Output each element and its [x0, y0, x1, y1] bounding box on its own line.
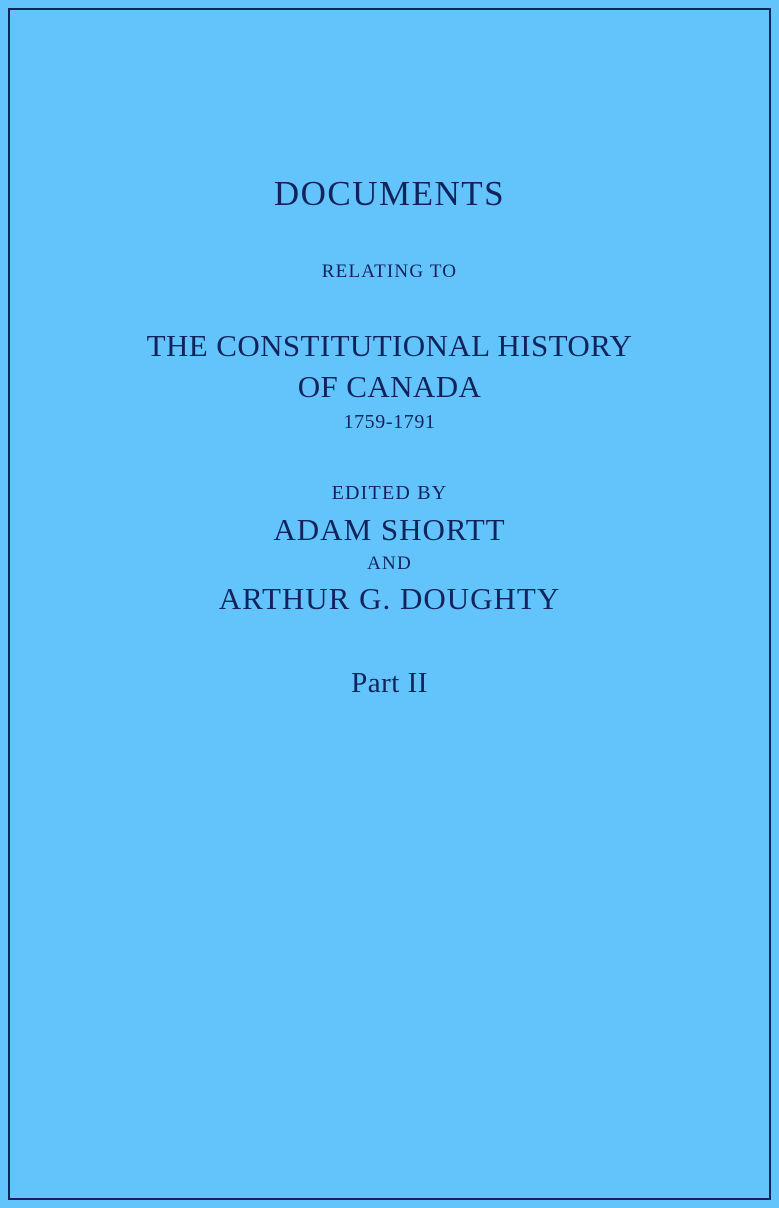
edited-by-label: EDITED BY	[331, 481, 448, 504]
part-label: Part II	[351, 666, 428, 699]
editor-conjunction: AND	[367, 552, 412, 574]
subject-title-line-1: THE CONSTITUTIONAL HISTORY	[146, 327, 633, 363]
editor-name-secondary: ARTHUR G. DOUGHTY	[218, 580, 561, 616]
relating-to-label: RELATING TO	[321, 260, 458, 282]
subject-title-line-2: OF CANADA	[297, 368, 482, 404]
page-title: DOCUMENTS	[273, 174, 506, 213]
date-range: 1759-1791	[343, 410, 436, 433]
subject-title	[0, 325, 779, 407]
editor-name-primary: ADAM SHORTT	[273, 511, 506, 547]
